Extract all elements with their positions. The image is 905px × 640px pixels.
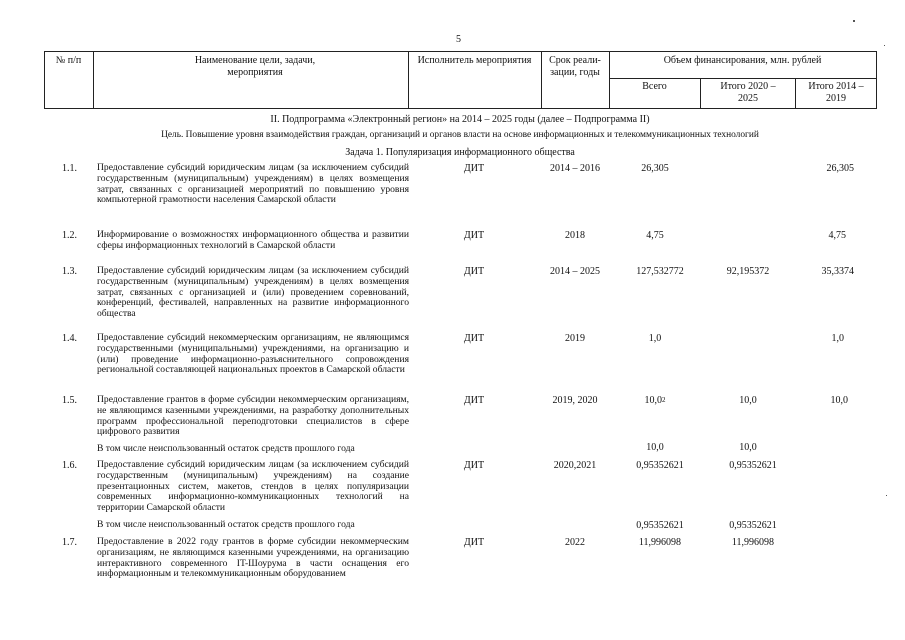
row-total: 127,532772 xyxy=(636,266,684,277)
row-total: 4,75 xyxy=(646,230,664,241)
row-t2019: 1,0 xyxy=(831,333,844,344)
header-col-num: № п/п xyxy=(55,55,82,66)
row-name: Предоставление субсидий некоммерческим организациям, не являющимся государственными (муниципальными) учреждениями, на организацию и (или) проведение информационно-разъяснительного сопровождения региональной составляющей национальных проектов в Самарской области xyxy=(97,332,409,376)
row-t2019: 26,305 xyxy=(826,163,854,174)
row-name: Предоставление в 2022 году грантов в форме субсидии некоммерческим организациям, не являющимся казенными учреждениями, на организацию интерактивного современного IT-Шоурума в части оснащения его информационным и телекоммуникационным оборудованием xyxy=(97,536,409,580)
row-t2025: 11,996098 xyxy=(731,537,775,548)
row-name: В том числе неиспользованный остаток средств прошлого года xyxy=(97,519,355,530)
header-col-exec: Исполнитель мероприятия xyxy=(417,55,532,66)
row-t2019: 10,0 xyxy=(830,395,848,406)
row-t2025: 10,0 xyxy=(739,395,757,406)
header-col-term: Срок реали-зации, годы xyxy=(549,55,601,78)
row-term: 2020,2021 xyxy=(553,460,597,471)
col-divider xyxy=(93,51,94,109)
scan-speck xyxy=(886,495,887,496)
row-term: 2019 xyxy=(565,333,585,344)
row-name: Предоставление субсидий юридическим лицам (за исключением субсидий государственным (муниципальным) учреждениям) в целях возмещения затрат, связанных с организацией и (или) проведением соревнований, конференций, фестивалей, направленных на развитие информационного общества xyxy=(97,265,409,320)
row-exec: ДИТ xyxy=(463,266,485,277)
header-col-2014-2019: Итого 2014 – 2019 xyxy=(808,81,864,104)
scan-speck xyxy=(884,45,885,46)
row-name: Предоставление субсидий юридическим лицам (за исключением субсидий государственным (муниципальным) учреждениям) на создание презентационных систем, макетов, стендов в целях популяризации современных информационно-коммуникационных технологий на территории Самарской области xyxy=(97,459,409,514)
row-t2025: 0,95352621 xyxy=(729,460,777,471)
task-text: Задача 1. Популяризация информационного общества xyxy=(345,147,575,158)
col-divider xyxy=(541,51,542,109)
row-num: 1.7. xyxy=(62,537,77,548)
row-total-value: 10,0 xyxy=(644,395,662,406)
row-term: 2014 – 2025 xyxy=(550,266,600,277)
row-total xyxy=(615,395,695,407)
section-title: II. Подпрограмма «Электронный регион» на 2014 – 2025 годы (далее – Подпрограмма II) xyxy=(270,114,650,125)
row-num: 1.6. xyxy=(62,460,77,471)
row-total: 11,996098 xyxy=(638,537,682,548)
header-col-total: Всего xyxy=(642,81,667,92)
row-total: 1,0 xyxy=(648,333,662,344)
row-t2025: 10,0 xyxy=(739,442,757,453)
row-exec: ДИТ xyxy=(463,537,485,548)
row-term: 2022 xyxy=(565,537,585,548)
row-exec: ДИТ xyxy=(463,333,485,344)
row-t2025: 0,95352621 xyxy=(729,520,777,531)
header-col-finance: Объем финансирования, млн. рублей xyxy=(663,55,822,66)
scan-speck xyxy=(853,20,855,22)
header-bottom-border xyxy=(44,108,876,109)
row-total: 26,305 xyxy=(641,163,669,174)
row-term: 2018 xyxy=(565,230,585,241)
row-name: Предоставление грантов в форме субсидии некоммерческим организациям, не являющимся казенными учреждениями, на разработку дополнительных программ профессиональной переподготовки специалистов в сфере цифрового развития xyxy=(97,394,409,438)
header-col-2020-2025: Итого 2020 – 2025 xyxy=(720,81,776,104)
row-num: 1.2. xyxy=(62,230,77,241)
finance-subheader-line xyxy=(609,78,876,79)
header-col-name: Наименование цели, задачи, мероприятия xyxy=(194,55,316,78)
row-term: 2019, 2020 xyxy=(552,395,598,406)
goal-text: Цель. Повышение уровня взаимодействия граждан, организаций и органов власти на основе информационных и телекоммуникационных технологий xyxy=(161,130,759,140)
row-term: 2014 – 2016 xyxy=(550,163,600,174)
row-t2019: 4,75 xyxy=(828,230,846,241)
row-num: 1.3. xyxy=(62,266,77,277)
row-num: 1.5. xyxy=(62,395,77,406)
col-divider xyxy=(700,78,701,109)
row-exec: ДИТ xyxy=(463,395,485,406)
col-divider xyxy=(876,51,877,109)
row-total: 10,0 xyxy=(646,442,664,453)
footnote-mark: 2 xyxy=(662,396,666,404)
row-num: 1.4. xyxy=(62,333,77,344)
col-divider xyxy=(795,78,796,109)
row-name: Информирование о возможностях информационного общества и развитии сферы информационных технологий в Самарской области xyxy=(97,229,409,251)
row-total: 0,95352621 xyxy=(636,520,684,531)
row-name: Предоставление субсидий юридическим лицам (за исключением субсидий государственным (муниципальным) учреждениям) в целях возмещения затрат, связанных с организацией мероприятий по повышению уровня компьютерной грамотности населения Самарской области xyxy=(97,162,409,206)
row-exec: ДИТ xyxy=(463,230,485,241)
row-t2019: 35,3374 xyxy=(821,266,854,277)
page-number: 5 xyxy=(456,34,461,45)
row-exec: ДИТ xyxy=(463,163,485,174)
row-num: 1.1. xyxy=(62,163,77,174)
row-t2025: 92,195372 xyxy=(726,266,770,277)
row-total: 0,95352621 xyxy=(636,460,684,471)
row-exec: ДИТ xyxy=(463,460,485,471)
row-name: В том числе неиспользованный остаток средств прошлого года xyxy=(97,443,355,454)
header-top-border xyxy=(44,51,876,52)
